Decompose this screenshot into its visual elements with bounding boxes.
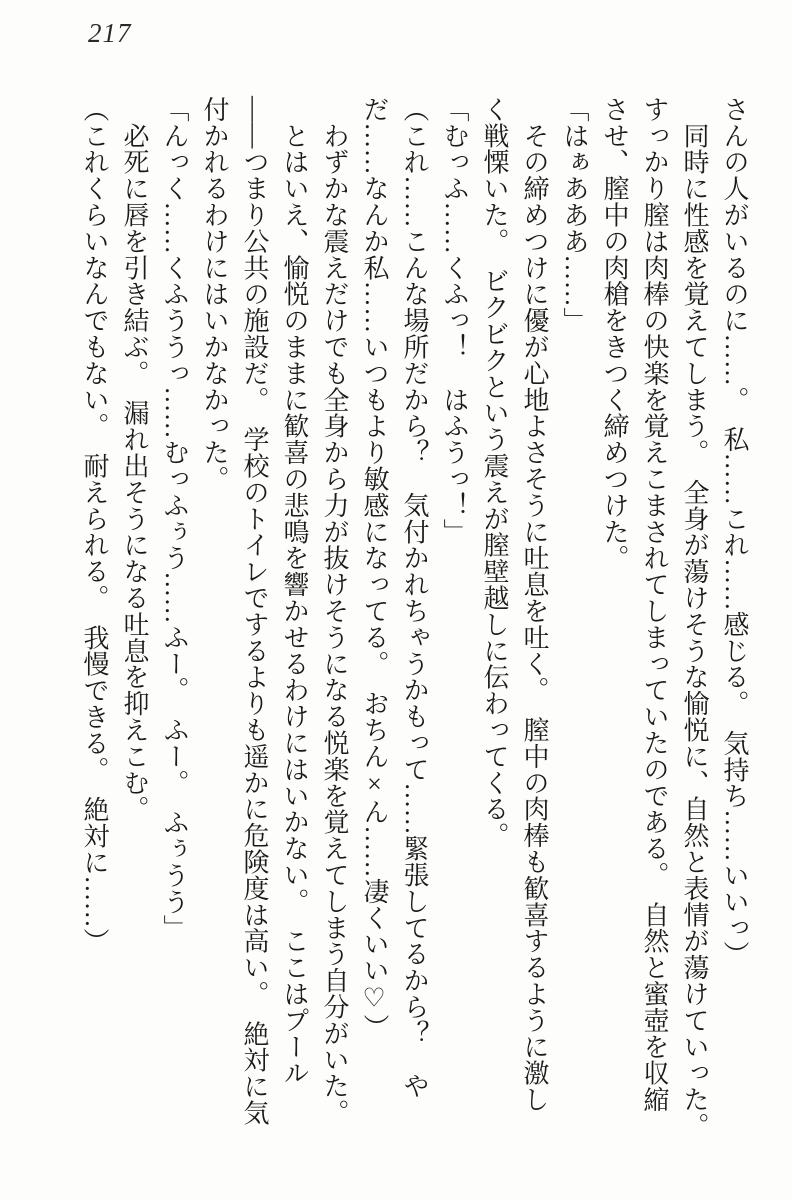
text-column: ――つまり公共の施設だ。 学校のトイレでするよりも遥かに危険度は高い。 絶対に気 bbox=[240, 96, 269, 1126]
text-column: 付かれるわけにはいかなかった。 bbox=[200, 96, 229, 492]
text-column: とはいえ、愉悦のままに歓喜の悲鳴を響かせるわけにはいかない。 ここはプール bbox=[280, 96, 309, 1087]
text-column: すっかり膣は肉棒の快楽を覚えこまされてしまっていたのである。 自然と蜜壺を収縮 bbox=[640, 96, 669, 1113]
text-column: だ……なんか私……いつもより敏感になってる。 おちん×ん……凄くいい♡） bbox=[360, 96, 389, 1041]
text-column: （これ……こんな場所だから？ 気付かれちゃうかもって……緊張してるから？ や bbox=[400, 96, 429, 1100]
text-block bbox=[74, 96, 754, 1139]
text-column: 同時に性感を覚えてしまう。 全身が蕩けそうな愉悦に、自然と表情が蕩けていった。 bbox=[680, 96, 709, 1139]
text-column: わずかな震えだけでも全身から力が抜けそうになる悦楽を覚えてしまう自分がいた。 bbox=[320, 96, 349, 1126]
page-number: 217 bbox=[88, 18, 132, 48]
text-column: 必死に唇を引き結ぶ。 漏れ出そうになる吐息を抑えこむ。 bbox=[120, 96, 149, 823]
text-column: （これくらいなんでもない。 耐えられる。 我慢できる。 絶対に……） bbox=[80, 96, 109, 955]
text-column: その締めつけに優が心地よさそうに吐息を吐く。 膣中の肉棒も歓喜するように激し bbox=[520, 96, 549, 1113]
text-column: 「はぁあああ……」 bbox=[560, 96, 589, 334]
text-column: さんの人がいるのに……。 私……これ……感じる。 気持ち……いいっ） bbox=[720, 96, 749, 968]
text-column: させ、膣中の肉槍をきつく締めつけた。 bbox=[600, 96, 629, 572]
text-column: 「んっく……くふううっ……むっふぅう……ふー。 ふー。 ふぅうう」 bbox=[160, 96, 189, 942]
text-column: く戦慄いた。 ビクビクという震えが膣壁越しに伝わってくる。 bbox=[480, 96, 509, 849]
text-column: 「むっふ……くふっ！ はふうっ！」 bbox=[440, 96, 469, 545]
